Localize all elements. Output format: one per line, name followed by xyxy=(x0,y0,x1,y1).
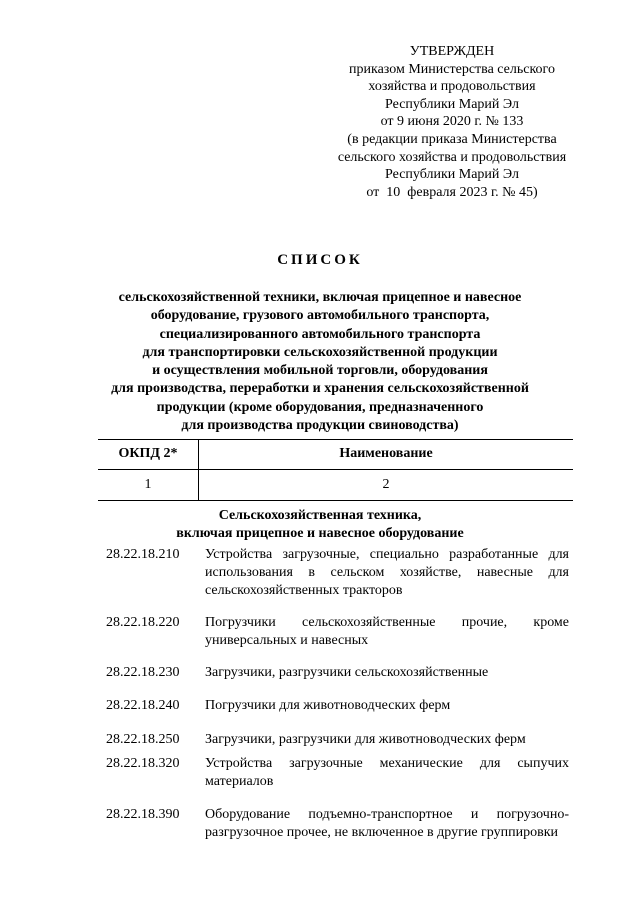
header-name: Наименование xyxy=(339,446,433,461)
column-number-1: 1 xyxy=(144,477,152,492)
approval-line: (в редакции приказа Министерства xyxy=(347,131,557,147)
subtitle-line: оборудование, грузового автомобильного транспорта, xyxy=(150,308,490,324)
approval-line: хозяйства и продовольствия xyxy=(368,79,536,95)
okpd-code: 28.22.18.390 xyxy=(106,807,180,822)
item-name: Погрузчики для животноводческих ферм xyxy=(205,698,451,713)
header-okpd: ОКПД 2* xyxy=(118,446,178,461)
okpd-code: 28.22.18.210 xyxy=(106,547,180,562)
okpd-code: 28.22.18.320 xyxy=(106,756,180,771)
subtitle-line: для производства продукции свиноводства) xyxy=(181,418,459,434)
okpd-code: 28.22.18.240 xyxy=(106,698,180,713)
subtitle-line: продукции (кроме оборудования, предназначенного xyxy=(156,399,484,415)
okpd-code: 28.22.18.220 xyxy=(106,615,180,630)
approval-line: сельского хозяйства и продовольствия xyxy=(337,149,567,165)
approval-line: приказом Министерства сельского xyxy=(349,61,555,77)
list-title: СПИСОК xyxy=(277,252,363,268)
subtitle-line: специализированного автомобильного транспорта xyxy=(159,326,481,342)
item-name: Загрузчики, разгрузчики сельскохозяйственные xyxy=(205,665,489,680)
approval-block xyxy=(320,43,584,201)
section-line: Сельскохозяйственная техника, xyxy=(218,508,422,523)
approval-line: УТВЕРЖДЕН xyxy=(409,44,495,59)
section-line: включая прицепное и навесное оборудование xyxy=(176,526,464,541)
list-subtitle xyxy=(60,289,580,435)
approval-line: от 9 июня 2020 г. № 133 xyxy=(380,114,524,130)
section-heading xyxy=(70,507,570,543)
subtitle-line: для производства, переработки и хранения сельскохозяйственной xyxy=(111,381,529,397)
table-border-mid xyxy=(98,469,573,470)
item-name: Устройства загрузочные механические для сыпучих материалов xyxy=(205,756,569,789)
approval-line: Республики Марий Эл xyxy=(385,96,519,112)
item-name: Погрузчики сельскохозяйственные прочие, кроме универсальных и навесных xyxy=(205,615,569,648)
approval-line: Республики Марий Эл xyxy=(385,167,519,183)
item-name: Оборудование подъемно-транспортное и погрузочно-разгрузочное прочее, не включенное в другие группировки xyxy=(205,807,569,840)
column-number-2: 2 xyxy=(382,477,390,492)
table-border-top xyxy=(98,439,573,440)
subtitle-line: сельскохозяйственной техники, включая прицепное и навесное xyxy=(118,290,522,305)
item-name: Устройства загрузочные, специально разработанные для использования в сельском хозяйстве, навесные для сельскохозяйственных тракторов xyxy=(205,547,569,598)
subtitle-line: для транспортировки сельскохозяйственной продукции xyxy=(142,344,498,360)
approval-line: от 10 февраля 2023 г. № 45) xyxy=(366,184,538,200)
subtitle-line: и осуществления мобильной торговли, оборудования xyxy=(152,363,488,379)
item-name: Загрузчики, разгрузчики для животноводческих ферм xyxy=(205,732,526,747)
table-border-bottom xyxy=(98,500,573,501)
okpd-code: 28.22.18.230 xyxy=(106,665,180,680)
okpd-code: 28.22.18.250 xyxy=(106,732,180,747)
